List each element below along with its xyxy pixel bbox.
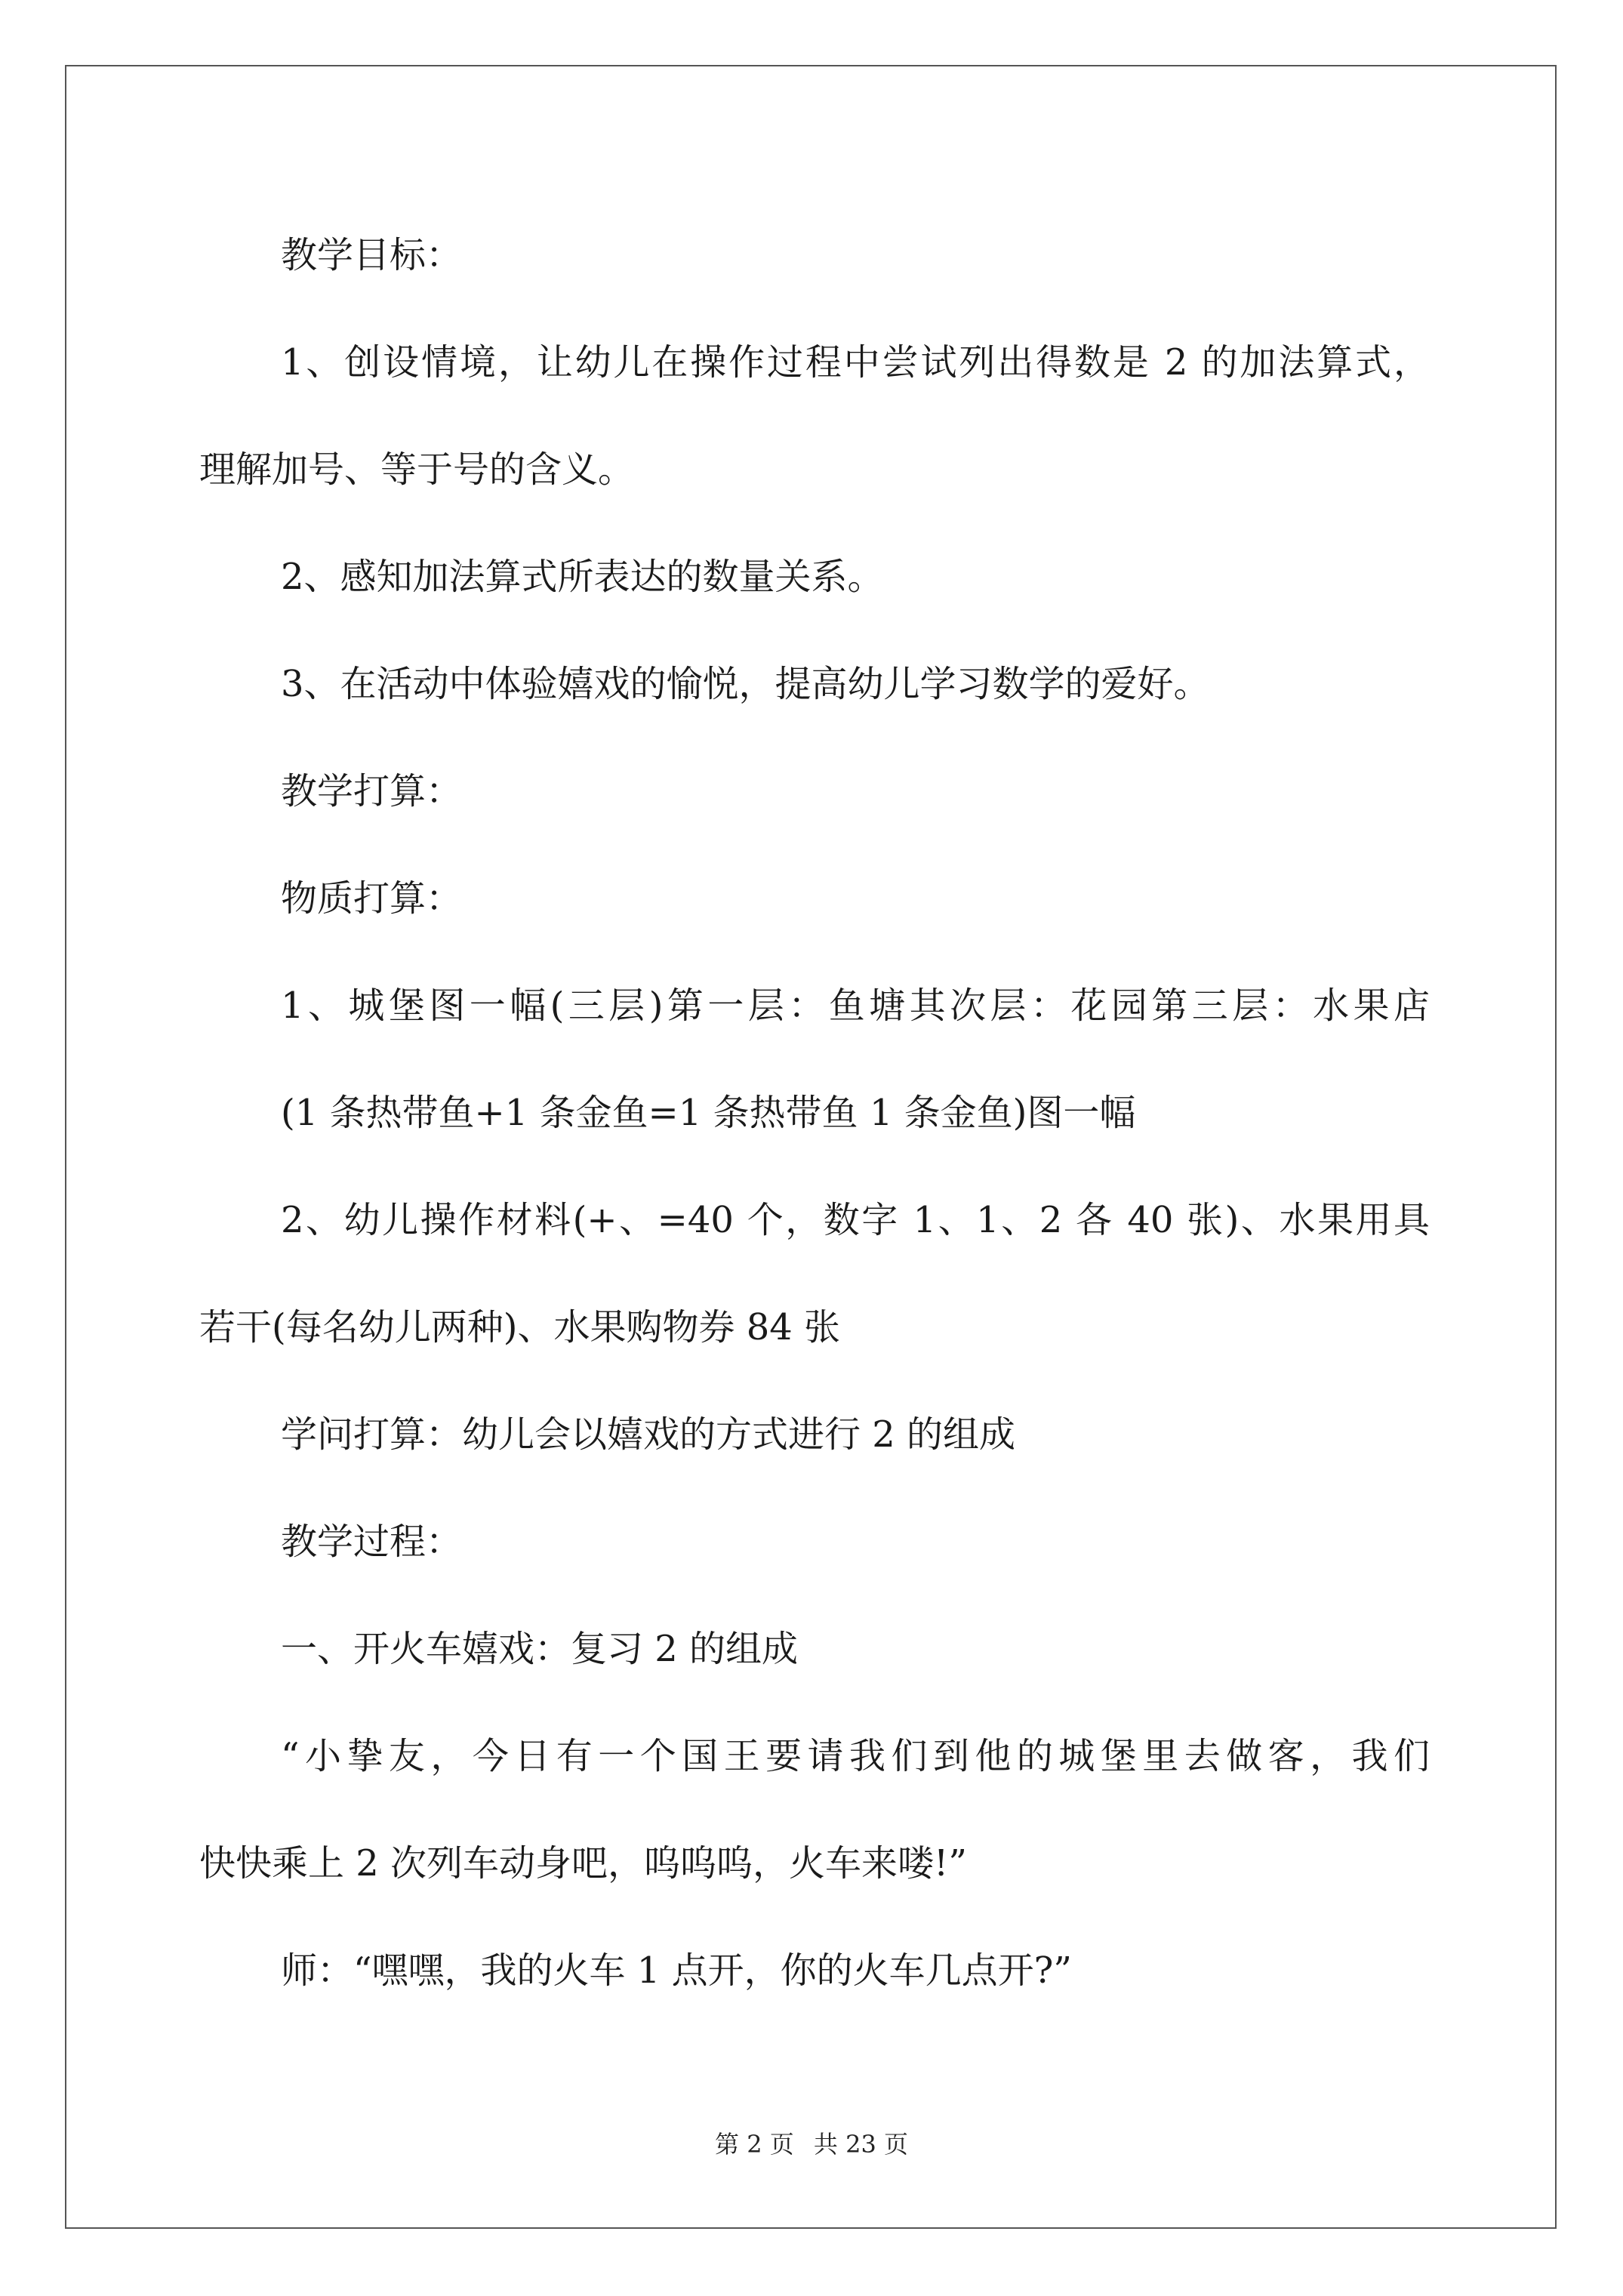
paragraph-material-2-line-1: 2、幼儿操作材料(+、=40 个，数字 1、1、2 各 40 张)、水果用具 — [281, 1199, 1430, 1241]
paragraph-goal-1-line-2: 理解加号、等于号的含义。 — [199, 448, 635, 491]
paragraph-knowledge-prep: 学问打算：幼儿会以嬉戏的方式进行 2 的组成 — [281, 1413, 1016, 1456]
page-frame — [65, 65, 1557, 2229]
paragraph-goal-1-line-1: 1、创设情境，让幼儿在操作过程中尝试列出得数是 2 的加法算式， — [281, 341, 1430, 384]
page-number: 第 2 页 — [715, 2130, 794, 2159]
heading-material-prep: 物质打算： — [281, 877, 463, 920]
paragraph-material-2-line-2: 若干(每名幼儿两种)、水果购物券 84 张 — [199, 1306, 841, 1348]
heading-section-one: 一、开火车嬉戏：复习 2 的组成 — [281, 1628, 799, 1670]
paragraph-material-1-line-1: 1、城堡图一幅(三层)第一层：鱼塘其次层：花园第三层：水果店 — [281, 985, 1430, 1027]
page-total: 共 23 页 — [813, 2130, 908, 2159]
heading-teaching-prep: 教学打算： — [281, 770, 463, 812]
paragraph-goal-3: 3、在活动中体验嬉戏的愉悦，提高幼儿学习数学的爱好。 — [281, 663, 1210, 705]
page-footer — [0, 2125, 1623, 2160]
paragraph-dialogue-1-line-2: 快快乘上 2 次列车动身吧，呜呜呜，火车来喽!” — [199, 1842, 967, 1885]
heading-teaching-process: 教学过程： — [281, 1521, 463, 1563]
paragraph-goal-2: 2、感知加法算式所表达的数量关系。 — [281, 556, 884, 598]
paragraph-dialogue-1-line-1: “小挚友，今日有一个国王要请我们到他的城堡里去做客，我们 — [281, 1735, 1430, 1777]
paragraph-material-1-line-2: (1 条热带鱼+1 条金鱼=1 条热带鱼 1 条金鱼)图一幅 — [281, 1092, 1136, 1134]
heading-teaching-goals: 教学目标： — [281, 234, 463, 276]
paragraph-dialogue-2: 师：“嘿嘿，我的火车 1 点开，你的火车几点开?” — [281, 1949, 1072, 1992]
